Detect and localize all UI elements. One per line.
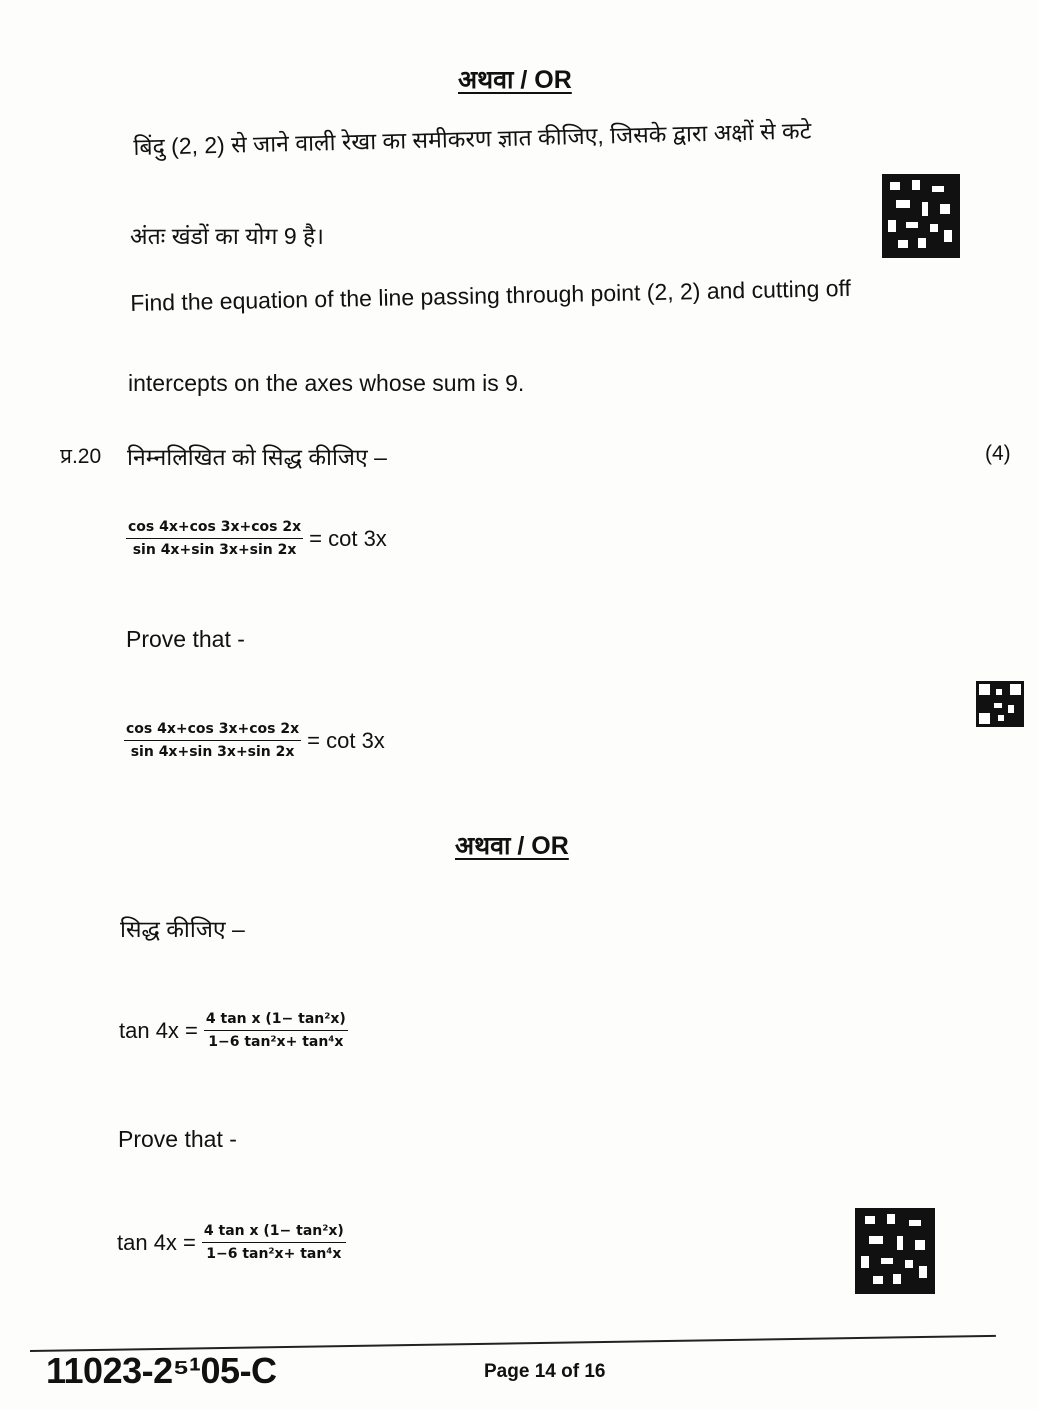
question-text-english: intercepts on the axes whose sum is 9. [128, 370, 525, 396]
fraction-numerator: cos 4x+cos 3x+cos 2x [124, 720, 301, 741]
question-text-english: Prove that - [118, 1126, 237, 1152]
fraction-denominator: sin 4x+sin 3x+sin 2x [132, 542, 297, 558]
question-text-hindi: निम्नलिखित को सिद्ध कीजिए – [127, 444, 387, 470]
fraction [204, 1010, 348, 1051]
trig-equation [124, 720, 385, 761]
equation-rhs: = cot 3x [307, 727, 385, 753]
marks-label: (4) [985, 442, 1011, 465]
question-text-english: Prove that - [126, 626, 245, 652]
fraction-numerator: 4 tan x (1− tan²x) [202, 1222, 346, 1243]
fraction [124, 720, 301, 761]
datamatrix-code [882, 174, 960, 258]
equation-lhs: tan 4x = [119, 1017, 198, 1043]
question-number: प्र.20 [60, 445, 102, 468]
fraction-numerator: cos 4x+cos 3x+cos 2x [126, 518, 303, 539]
fraction-denominator: 1−6 tan²x+ tan⁴x [208, 1034, 344, 1050]
equation-rhs: = cot 3x [309, 525, 387, 551]
question-text-english: Find the equation of the line passing through point (2, 2) and cutting off [130, 274, 852, 316]
fraction-numerator: 4 tan x (1− tan²x) [204, 1010, 348, 1031]
fraction [202, 1222, 346, 1263]
equation-lhs: tan 4x = [117, 1229, 196, 1255]
fraction [126, 518, 303, 559]
fraction-denominator: 1−6 tan²x+ tan⁴x [206, 1246, 342, 1262]
fraction-denominator: sin 4x+sin 3x+sin 2x [130, 744, 295, 760]
question-text-hindi: बिंदु (2, 2) से जाने वाली रेखा का समीकरण ज्ञात कीजिए, जिसके द्वारा अक्षों से कटे [133, 117, 812, 160]
question-text-hindi: अंतः खंडों का योग 9 है। [130, 223, 324, 249]
trig-equation [126, 518, 387, 559]
tan-equation [119, 1010, 348, 1051]
or-heading: अथवा / OR [455, 832, 569, 860]
or-heading: अथवा / OR [458, 66, 572, 94]
datamatrix-code [855, 1208, 935, 1294]
tan-equation [117, 1222, 346, 1263]
question-text-hindi: सिद्ध कीजिए – [120, 916, 245, 942]
paper-code: 11023-2⁵¹05-C [46, 1350, 277, 1391]
page-number: Page 14 of 16 [484, 1361, 606, 1382]
qr-code [976, 681, 1024, 727]
